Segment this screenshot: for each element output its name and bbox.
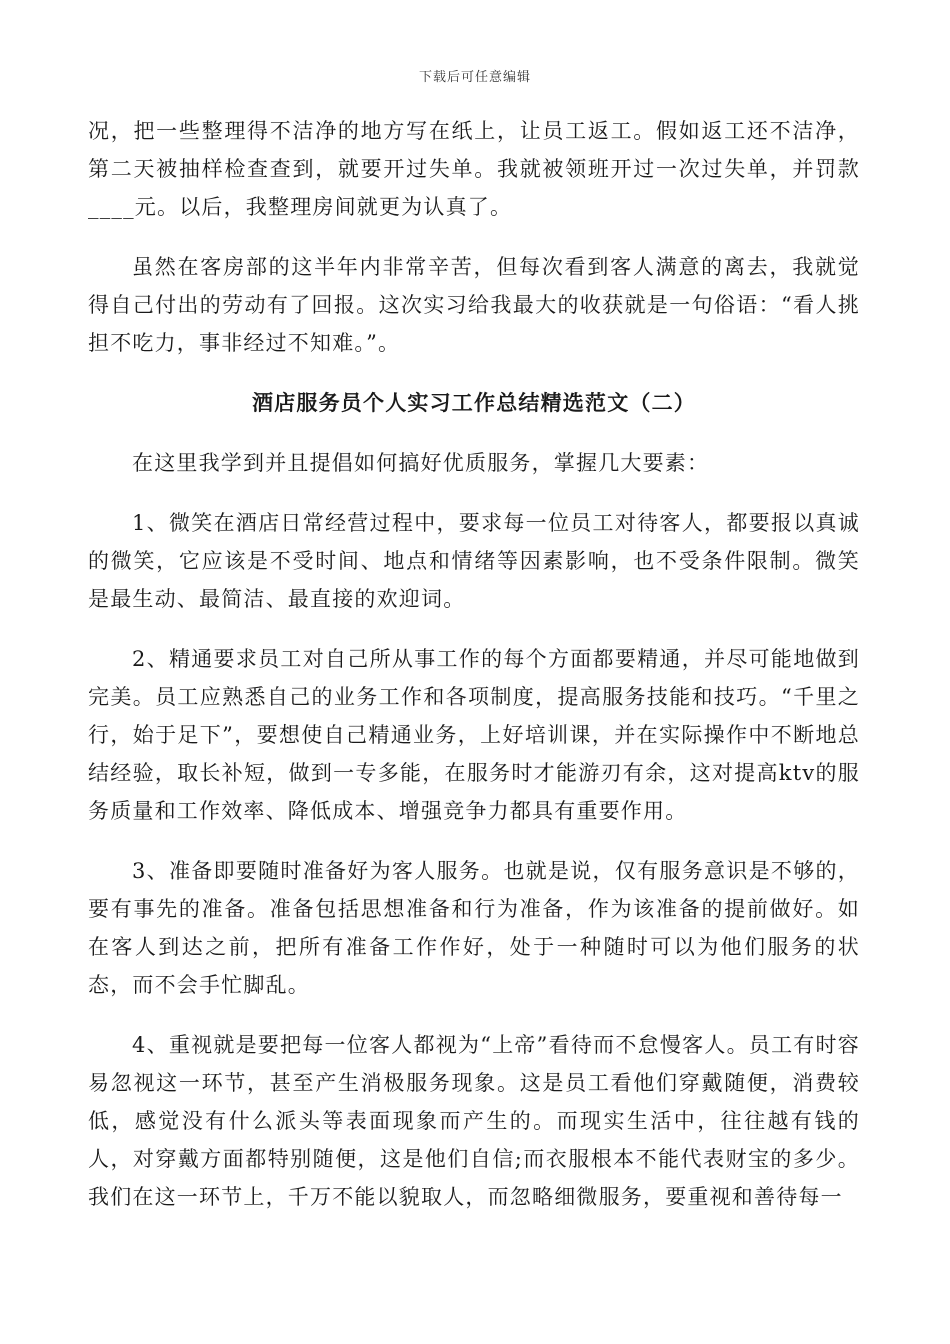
document-body bbox=[88, 112, 860, 1238]
paragraph-point-4: 4、重视就是要把每一位客人都视为“上帝”看待而不怠慢客人。员工有时容易忽视这一环节，甚至产生消极服务现象。这是员工看他们穿戴随便，消费较低，感觉没有什么派头等表面现象而产生的。而现实生活中，往往越有钱的人，对穿戴方面都特别随便，这是他们自信;而衣服根本不能代表财宝的多少。我们在这一环节上，千万不能以貌取人，而忽略细微服务，要重视和善待每一 bbox=[88, 1033, 860, 1209]
paragraph-point-1: 1、微笑在酒店日常经营过程中，要求每一位员工对待客人，都要报以真诚的微笑，它应该是不受时间、地点和情绪等因素影响，也不受条件限制。微笑是最生动、最简洁、最直接的欢迎词。 bbox=[88, 511, 860, 611]
section-title: 酒店服务员个人实习工作总结精选范文（二） bbox=[252, 390, 696, 415]
paragraph-reflection: 虽然在客房部的这半年内非常辛苦，但每次看到客人满意的离去，我就觉得自己付出的劳动有了回报。这次实习给我最大的收获就是一句俗语：“看人挑担不吃力，事非经过不知难。”。 bbox=[88, 255, 860, 355]
paragraph-intro: 在这里我学到并且提倡如何搞好优质服务，掌握几大要素： bbox=[132, 451, 710, 475]
page-header: 下载后可任意编辑 bbox=[418, 70, 531, 85]
paragraph-continued: 况，把一些整理得不洁净的地方写在纸上，让员工返工。假如返工还不洁净，第二天被抽样检查查到，就要开过失单。我就被领班开过一次过失单，并罚款____元。以后，我整理房间就更为认真了。 bbox=[88, 119, 860, 219]
paragraph-point-2: 2、精通要求员工对自己所从事工作的每个方面都要精通，并尽可能地做到完美。员工应熟悉自己的业务工作和各项制度，提高服务技能和技巧。“千里之行，始于足下”，要想使自己精通业务，上好培训课，并在实际操作中不断地总结经验，取长补短，做到一专多能，在服务时才能游刃有余，这对提高ktv的服务质量和工作效率、降低成本、增强竞争力都具有重要作用。 bbox=[88, 647, 860, 823]
paragraph-point-3: 3、准备即要随时准备好为客人服务。也就是说，仅有服务意识是不够的，要有事先的准备。准备包括思想准备和行为准备，作为该准备的提前做好。如在客人到达之前，把所有准备工作作好，处于一种随时可以为他们服务的状态，而不会手忙脚乱。 bbox=[88, 859, 860, 997]
